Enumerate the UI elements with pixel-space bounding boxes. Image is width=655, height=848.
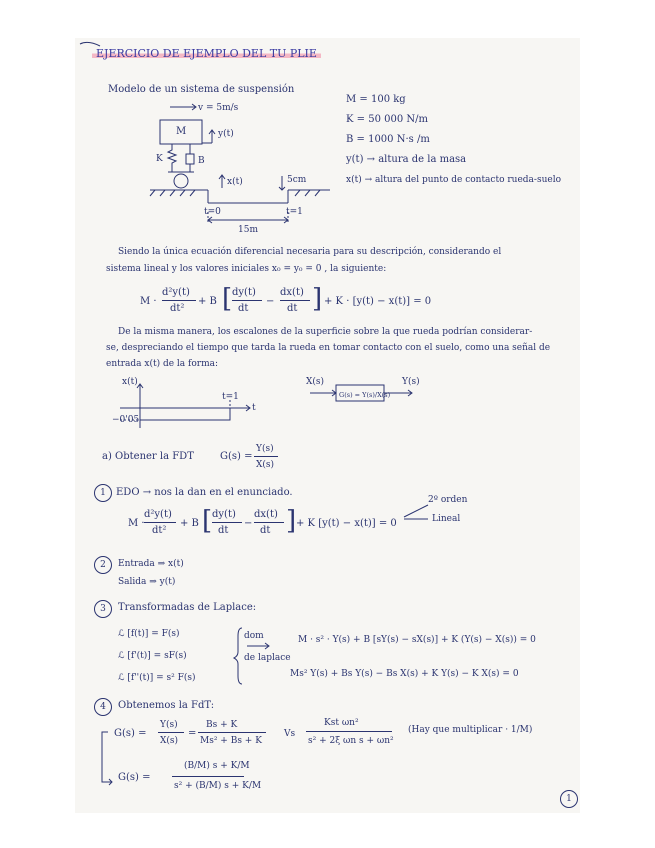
laplace-eq-2: Ms² Y(s) + Bs Y(s) − Bs X(s) + K Y(s) − K X(s) = 0 <box>290 669 519 679</box>
order-label: 2º orden <box>428 495 468 505</box>
step-1-text: EDO → nos la dan en el enunciado. <box>116 487 293 498</box>
mass-label: M <box>176 126 187 137</box>
velocity-label: v = 5m/s <box>198 103 239 113</box>
domain-label: dom <box>244 631 264 641</box>
signal-y-axis-label: x(t) <box>122 377 138 387</box>
param-y: y(t) → altura de la masa <box>346 154 467 165</box>
y-output-label: y(t) <box>218 129 234 139</box>
page-number: 1 <box>560 790 578 808</box>
laplace-domain-label: de laplace <box>244 653 291 663</box>
laplace-rule-1: ℒ [f(t)] = F(s) <box>118 629 180 639</box>
intro-line-1: Siendo la única ecuación diferencial necesaria para su descripción, considerando el <box>118 247 502 257</box>
step-4-title: Obtenemos la FdT: <box>118 700 215 711</box>
spring-label: K <box>156 154 163 164</box>
part-a-g: G(s) = <box>220 451 253 462</box>
param-b: B = 1000 N·s /m <box>346 134 430 145</box>
step-2-output: Salida ⇒ y(t) <box>118 577 176 587</box>
t0-label: t=0 <box>204 207 221 217</box>
step-2-marker: 2 <box>94 556 112 574</box>
part-a-label: a) Obtener la FDT <box>102 451 194 462</box>
param-mass: M = 100 kg <box>346 94 406 105</box>
step-4-marker: 4 <box>94 698 112 716</box>
param-k: K = 50 000 N/m <box>346 114 428 125</box>
intro-line-2: sistema lineal y los valores iniciales x₀ = y₀ = 0 , la siguiente: <box>106 264 387 274</box>
param-x: x(t) → altura del punto de contacto rueda-suelo <box>346 175 561 185</box>
linear-label: Lineal <box>432 514 461 524</box>
laplace-rule-3: ℒ [f''(t)] = s² F(s) <box>118 673 196 683</box>
para2-line-3: entrada x(t) de la forma: <box>106 359 219 369</box>
model-title: Modelo de un sistema de suspensión <box>108 84 295 95</box>
part-a-den: X(s) <box>256 460 275 470</box>
block-transfer-label: G(s) = Y(s)/X(s) <box>339 391 391 399</box>
step-3-title: Transformadas de Laplace: <box>118 602 257 613</box>
signal-level-label: −0'05 <box>112 415 140 425</box>
para2-line-1: De la misma manera, los escalones de la superficie sobre la que rueda podrían considerar- <box>118 327 533 337</box>
part-a-num: Y(s) <box>256 444 274 454</box>
signal-t-axis-label: t <box>252 403 256 413</box>
laplace-rule-2: ℒ [f'(t)] = sF(s) <box>118 651 187 661</box>
step-3-marker: 3 <box>94 600 112 618</box>
step-2-input: Entrada ⇒ x(t) <box>118 559 184 569</box>
block-input-label: X(s) <box>306 377 325 387</box>
t1-label: t=1 <box>286 207 303 217</box>
page-title: EJERCICIO DE EJEMPLO DEL TU PLIE <box>92 48 321 60</box>
laplace-eq-1: M · s² · Y(s) + B [sY(s) − sX(s)] + K (Y(s) − X(s)) = 0 <box>298 635 536 645</box>
x-input-label: x(t) <box>227 177 243 187</box>
step-1-marker: 1 <box>94 484 112 502</box>
signal-t1-label: t=1 <box>222 392 239 402</box>
block-output-label: Y(s) <box>402 377 420 387</box>
damper-label: B <box>198 156 205 166</box>
distance-label: 15m <box>238 225 258 235</box>
para2-line-2: se, despreciando el tiempo que tarda la rueda en tomar contacto con el suelo, como una señal de <box>106 343 551 353</box>
bump-height-label: 5cm <box>287 175 307 185</box>
